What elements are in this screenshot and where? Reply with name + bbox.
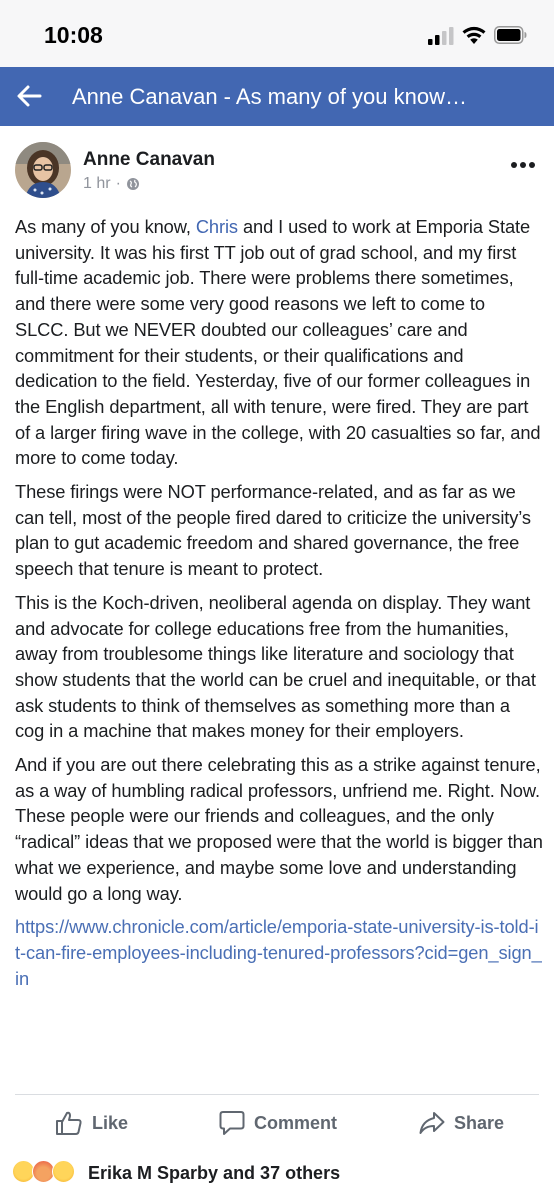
- reactions-summary[interactable]: [0, 1148, 554, 1200]
- comment-label: Comment: [254, 1112, 338, 1133]
- share-label: Share: [454, 1112, 505, 1133]
- post-paragraph: These firings were NOT performance-related, and as far as we can tell, most of the people fired dared to criticize the university’s plan to gut academic freedom and shared governance, the free speech that tenure is meant to protect.: [15, 481, 531, 580]
- divider: [15, 1094, 539, 1095]
- arrow-left-icon[interactable]: [16, 84, 42, 108]
- wifi-icon: [461, 25, 487, 45]
- status-bar: [0, 0, 554, 67]
- post-content: [15, 214, 543, 991]
- profile-photo: [15, 142, 71, 198]
- like-label: Like: [92, 1112, 129, 1133]
- like-button[interactable]: [55, 1107, 128, 1139]
- article-link[interactable]: https://www.chronicle.com/article/emporia-state-university-is-told-it-can-fire-employees-including-tenured-professors?cid=gen_sign_in: [15, 916, 542, 989]
- share-button[interactable]: [419, 1107, 504, 1139]
- paragraph-text: As many of you know,: [15, 216, 196, 237]
- share-arrow-icon: [419, 1111, 445, 1135]
- reaction-icons: [12, 1160, 72, 1183]
- post-paragraph: And if you are out there celebrating this as a strike against tenure, as a way of humbling radical professors, unfriend me. Right. Now. These people were our friends and colleagues, and the only “radical” ideas that we proposed were that the world is bigger than what we experience, and maybe some love and understanding would go a long way.: [15, 754, 543, 904]
- battery-icon: [494, 26, 527, 44]
- post-paragraph: This is the Koch-driven, neoliberal agenda on display. They want and advocate for college educations free from the humanities, away from troublesome things like literature and sociology that show students that the world can be cruel and inequitable, or that ask students to think of themselves as something more than a cog in a machine that makes money for their employers.: [15, 591, 536, 742]
- paragraph-text: and I used to work at Emporia State university. It was his first TT job out of grad school, and my first full-time academic job. There were problems there sometimes, and there were some very good reasons we left to come to SLCC. But we NEVER doubted our colleagues’ care and commitment for their students, or their qualifications and dedication to the field. Yesterday, five of our former colleagues in the English department, all with tenure, were fired. They are part of a larger firing wave in the college, with 20 casualties so far, and more to come today.: [15, 216, 541, 469]
- status-time: 10:08: [44, 22, 103, 48]
- author-name[interactable]: Anne Canavan: [83, 149, 215, 170]
- more-dots-icon[interactable]: [509, 156, 537, 174]
- meta-separator: ·: [115, 175, 121, 192]
- comment-bubble-icon: [219, 1110, 245, 1136]
- post-paragraph: [15, 214, 543, 471]
- mention-link[interactable]: Chris: [195, 216, 238, 237]
- cellular-signal-icon: [428, 27, 454, 45]
- avatar[interactable]: [15, 142, 71, 198]
- reaction-count-text[interactable]: Erika M Sparby and 37 others: [88, 1163, 341, 1183]
- post-meta: [83, 175, 140, 193]
- page-title: Anne Canavan - As many of you know…: [72, 84, 467, 109]
- comment-button[interactable]: [219, 1107, 337, 1139]
- post-timestamp[interactable]: 1 hr: [83, 175, 111, 192]
- thumbs-up-icon: [55, 1110, 83, 1136]
- globe-icon: [126, 177, 140, 191]
- sad-reaction-icon: [52, 1160, 75, 1183]
- header-bar: [0, 67, 554, 126]
